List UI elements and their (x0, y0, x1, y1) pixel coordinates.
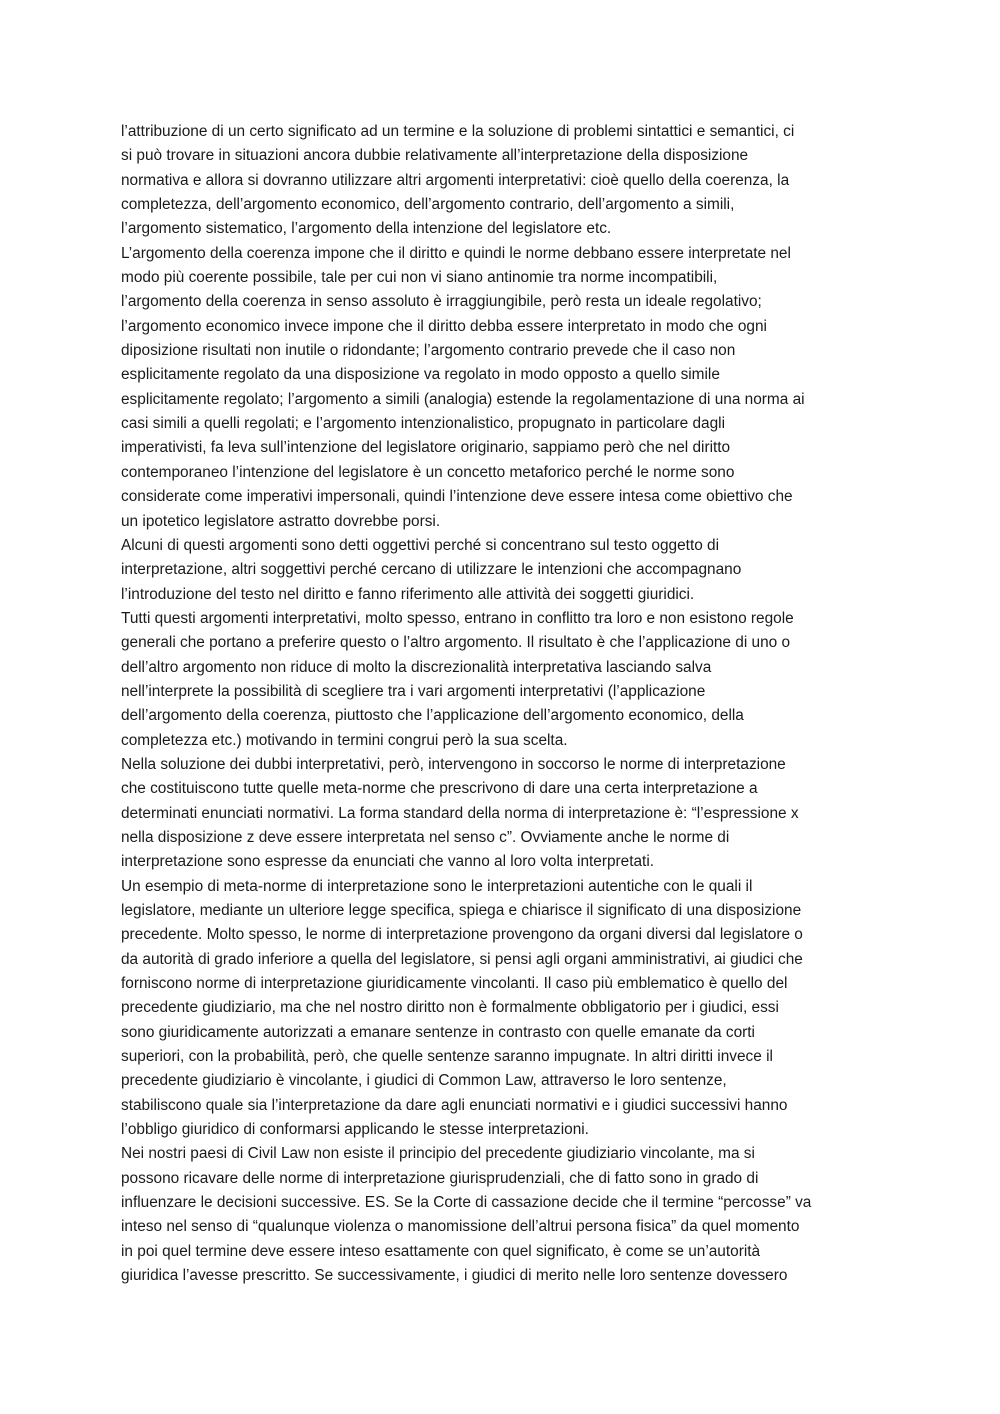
text-line: superiori, con la probabilità, però, che quelle sentenze saranno impugnate. In altri diritti invece il (121, 1048, 773, 1066)
body-text (121, 120, 891, 1289)
text-line: precedente. Molto spesso, le norme di interpretazione provengono da organi diversi dal legislatore o (121, 926, 803, 944)
text-line: influenzare le decisioni successive. ES. Se la Corte di cassazione decide che il termine “percosse” va (121, 1194, 812, 1212)
text-line: imperativisti, fa leva sull’intenzione del legislatore originario, sappiamo però che nel diritto (121, 439, 731, 457)
text-line: nella disposizione z deve essere interpretata nel senso c”. Ovviamente anche le norme di (121, 828, 730, 846)
text-line: modo più coerente possibile, tale per cui non vi siano antinomie tra norme incompatibili, (121, 269, 718, 287)
text-line: interpretazione sono espresse da enunciati che vanno al loro volta interpretati. (121, 853, 655, 871)
text-line: un ipotetico legislatore astratto dovrebbe porsi. (121, 512, 441, 530)
text-line: si può trovare in situazioni ancora dubbie relativamente all’interpretazione della disposizione (121, 147, 749, 165)
text-line: l’obbligo giuridico di conformarsi applicando le stesse interpretazioni. (121, 1121, 589, 1139)
text-line: stabiliscono quale sia l’interpretazione da dare agli enunciati normativi e i giudici successivi hanno (121, 1096, 788, 1114)
text-line: Alcuni di questi argomenti sono detti oggettivi perché si concentrano sul testo oggetto di (121, 536, 720, 554)
text-line: esplicitamente regolato da una disposizione va regolato in modo opposto a quello simile (121, 366, 720, 384)
text-line: che costituiscono tutte quelle meta-norme che prescrivono di dare una certa interpretazione a (121, 780, 758, 798)
text-line: precedente giudiziario è vincolante, i giudici di Common Law, attraverso le loro sentenze, (121, 1072, 727, 1090)
text-line: normativa e allora si dovranno utilizzare altri argomenti interpretativi: cioè quello della coerenza, la (121, 171, 790, 189)
text-line: casi simili a quelli regolati; e l’argomento intenzionalistico, propugnato in particolare dagli (121, 415, 725, 433)
text-line: completezza, dell’argomento economico, dell’argomento contrario, dell’argomento a simili, (121, 196, 735, 214)
text-line: legislatore, mediante un ulteriore legge specifica, spiega e chiarisce il significato di una disposizione (121, 902, 802, 919)
text-line: inteso nel senso di “qualunque violenza o manomissione dell’altrui persona fisica” da quel momento (121, 1218, 800, 1236)
text-line: diposizione risultati non inutile o ridondante; l’argomento contrario prevede che il caso non (121, 342, 736, 360)
text-line: L’argomento della coerenza impone che il diritto e quindi le norme debbano essere interpretate nel (121, 244, 791, 262)
text-line: l’argomento sistematico, l’argomento della intenzione del legislatore etc. (121, 220, 612, 238)
text-line: possono ricavare delle norme di interpretazione giurisprudenziali, che di fatto sono in grado di (121, 1169, 759, 1187)
text-line: nell’interprete la possibilità di scegliere tra i vari argomenti interpretativi (l’applicazione (121, 682, 706, 700)
text-line: dell’altro argomento non riduce di molto la discrezionalità interpretativa lasciando salva (121, 658, 712, 676)
text-line: esplicitamente regolato; l’argomento a simili (analogia) estende la regolamentazione di una norma ai (121, 390, 805, 408)
text-line: Tutti questi argomenti interpretativi, molto spesso, entrano in conflitto tra loro e non esistono regole (121, 609, 794, 627)
text-line: considerate come imperativi impersonali, quindi l’intenzione deve essere intesa come obiettivo che (121, 488, 793, 506)
text-line: giuridica l’avesse prescritto. Se successivamente, i giudici di merito nelle loro sentenze dovessero (121, 1267, 788, 1285)
text-line: in poi quel termine deve essere inteso esattamente con quel significato, è come se un’autorità (121, 1242, 761, 1260)
text-line: dell’argomento della coerenza, piuttosto che l’applicazione dell’argomento economico, della (121, 707, 744, 725)
text-line: determinati enunciati normativi. La forma standard della norma di interpretazione è: “l’espressione x (121, 804, 799, 822)
text-line: completezza etc.) motivando in termini congrui però la sua scelta. (121, 731, 568, 749)
text-line: contemporaneo l’intenzione del legislatore è un concetto metaforico perché le norme sono (121, 463, 735, 481)
text-line: Nella soluzione dei dubbi interpretativi, però, intervengono in soccorso le norme di interpretazione (121, 755, 786, 773)
text-line: Un esempio di meta-norme di interpretazione sono le interpretazioni autentiche con le quali il (121, 877, 753, 895)
text-line: l’introduzione del testo nel diritto e fanno riferimento alle attività dei soggetti giuridici. (121, 585, 695, 603)
text-line: precedente giudiziario, ma che nel nostro diritto non è formalmente obbligatorio per i giudici, essi (121, 999, 779, 1017)
text-line: da autorità di grado inferiore a quella del legislatore, si pensi agli organi amministrativi, ai giudici che (121, 950, 803, 968)
text-line: generali che portano a preferire questo o l’altro argomento. Il risultato è che l’applicazione di uno o (121, 634, 791, 652)
text-line: sono giuridicamente autorizzati a emanare sentenze in contrasto con quelle emanate da corti (121, 1023, 755, 1041)
text-line: l’argomento economico invece impone che il diritto debba essere interpretato in modo che ogni (121, 317, 767, 335)
text-line: Nei nostri paesi di Civil Law non esiste il principio del precedente giudiziario vincolante, ma si (121, 1145, 755, 1163)
text-line: l’argomento della coerenza in senso assoluto è irraggiungibile, però resta un ideale regolativo; (121, 293, 762, 311)
text-line: interpretazione, altri soggettivi perché cercano di utilizzare le intenzioni che accompagnano (121, 561, 742, 579)
text-line: forniscono norme di interpretazione giuridicamente vincolanti. Il caso più emblematico è quello del (121, 975, 788, 993)
text-line: l’attribuzione di un certo significato ad un termine e la soluzione di problemi sintattici e semantici, ci (121, 123, 795, 140)
